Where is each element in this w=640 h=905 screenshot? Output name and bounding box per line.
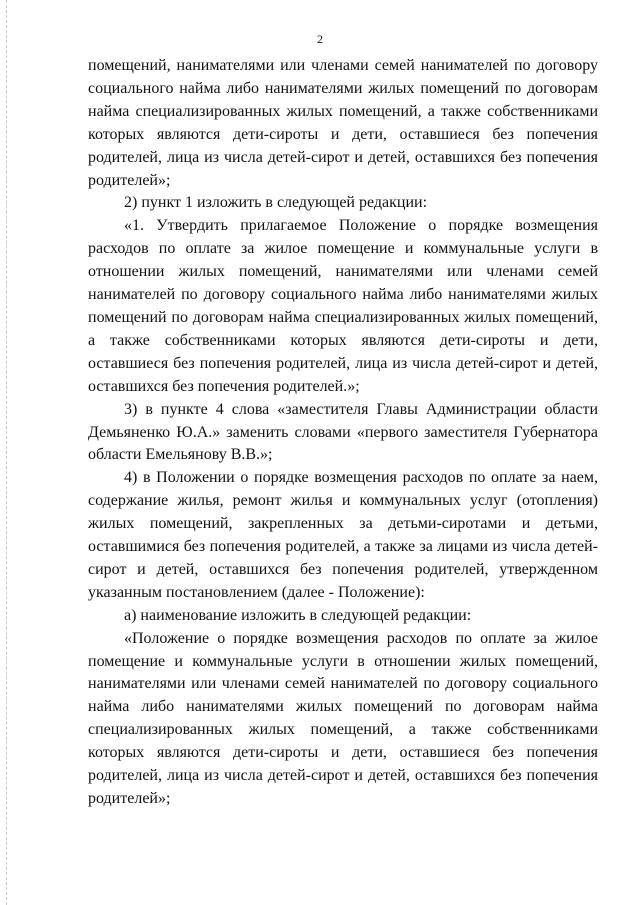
scan-edge-line xyxy=(6,0,7,905)
paragraph-item-3: 3) в пункте 4 слова «заместителя Главы Администрации области Демьяненко Ю.А.» заменить словами «первого заместителя Губернатора области Емельянову В.В.»; xyxy=(88,400,598,464)
paragraph-item-2: 2) пункт 1 изложить в следующей редакции: xyxy=(124,194,428,212)
paragraph-title-quote: «Положение о порядке возмещения расходов по оплате за жилое помещение и коммунальные услуги в отношении жилых помещений, нанимателями или членами семей нанимателей по договору социального найма либо нанимателями жилых помещений по договорам найма специализированных жилых помещений, а также собственниками которых являются дети-сироты и дети, оставшиеся без попечения родителей, лица из числа детей-сирот и детей, оставшихся без попечения родителей»; xyxy=(88,629,598,807)
paragraph-continuation: помещений, нанимателями или членами семей нанимателей по договору социального найма либо нанимателями жилых помещений по договорам найма специализированных жилых помещений, а также собственниками которых являются дети-сироты и дети, оставшиеся без попечения родителей, лица из числа детей-сирот и детей, оставшихся без попечения родителей»; xyxy=(88,57,598,189)
paragraph-item-1-quote: «1. Утвердить прилагаемое Положение о порядке возмещения расходов по оплате за жилое помещение и коммунальные услуги в отношении жилых помещений, нанимателями или членами семей нанимателей по договору социального найма либо нанимателями жилых помещений по договорам найма специализированных жилых помещений, а также собственниками которых являются дети-сироты и дети, оставшиеся без попечения родителей, лица из числа детей-сирот и детей, оставшихся без попечения родителей.»; xyxy=(88,217,598,395)
paragraph-item-4: 4) в Положении о порядке возмещения расходов по оплате за наем, содержание жилья, ремонт жилья и коммунальных услуг (отопления) жилых помещений, закрепленных за детьми-сиротами и детьми, оставшимися без попечения родителей, а также за лицами из числа детей-сирот и детей, оставшихся без попечения родителей, утвержденном указанным постановлением (далее - Положение): xyxy=(88,469,598,601)
document-body xyxy=(88,55,598,811)
paragraph-subitem-a: а) наименование изложить в следующей редакции: xyxy=(124,606,472,624)
page-number: 2 xyxy=(317,32,323,46)
